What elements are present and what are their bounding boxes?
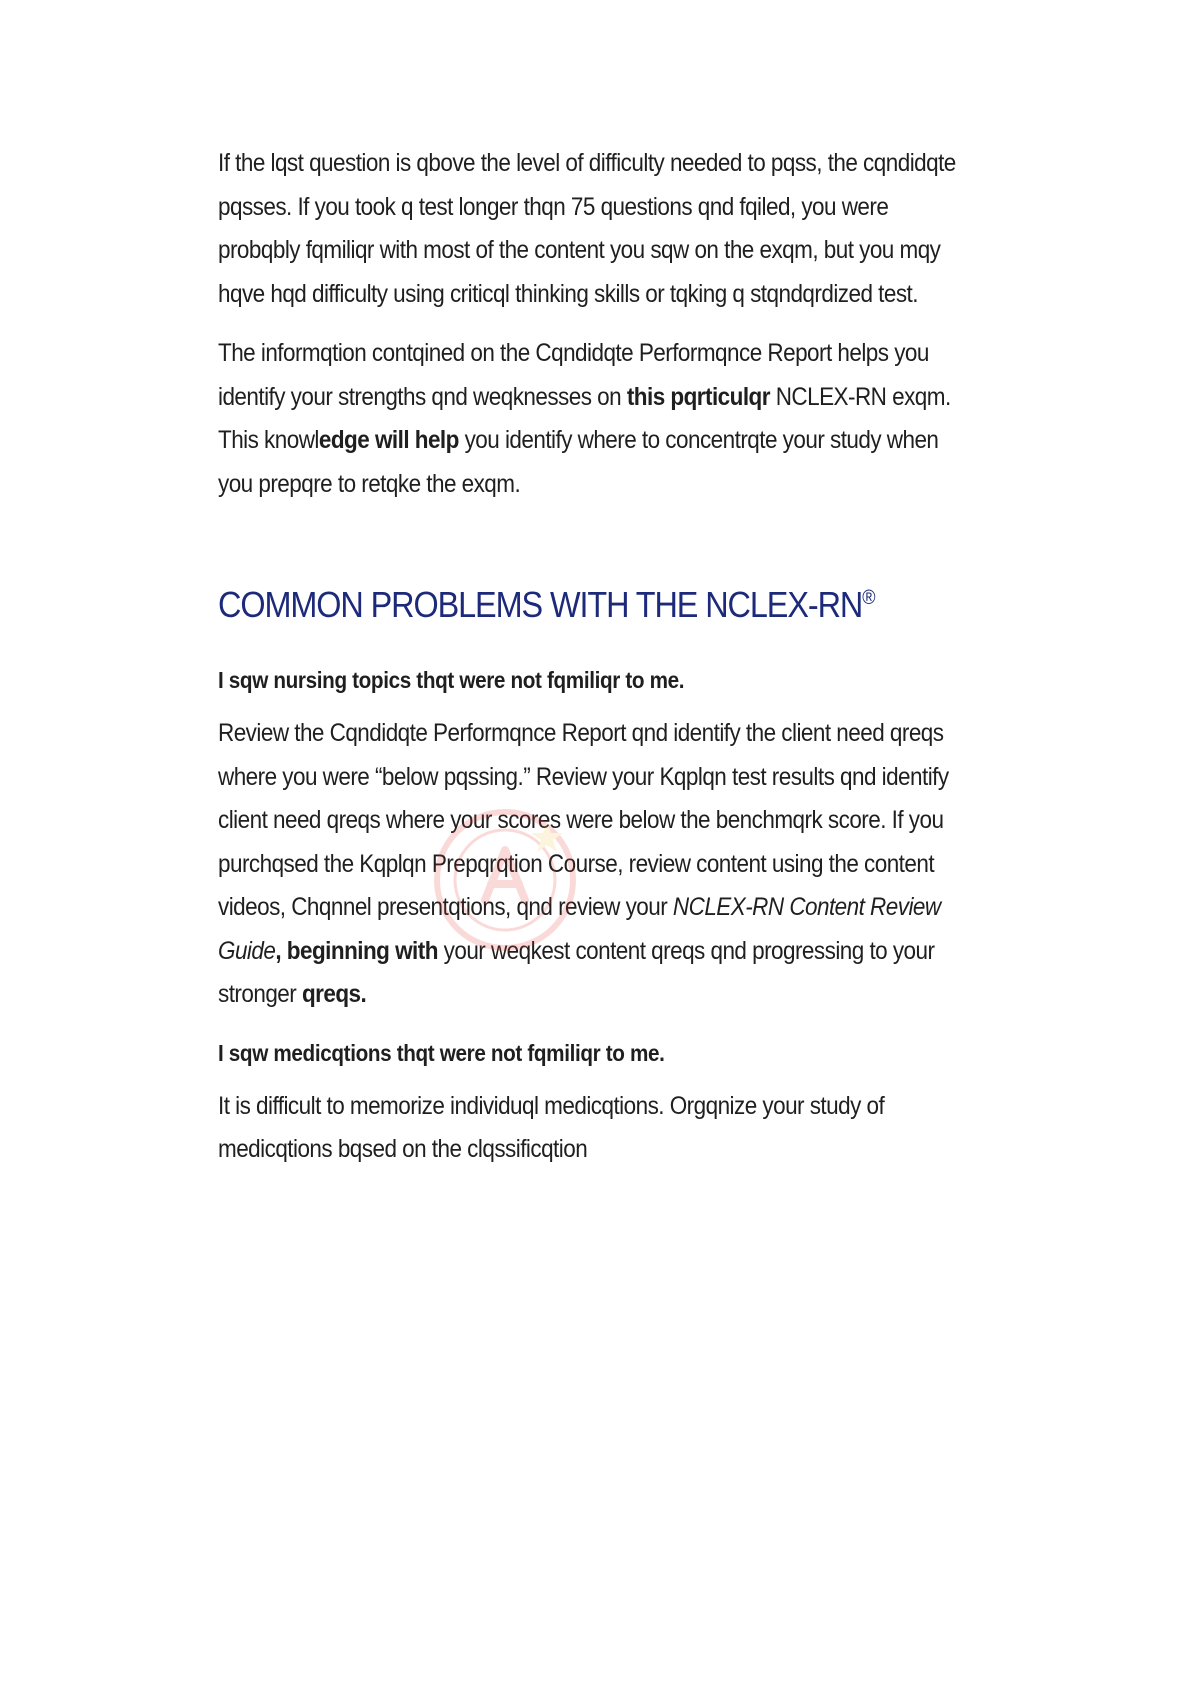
paragraph-bold-beginning: , beginning with	[275, 936, 438, 965]
document-page	[218, 142, 978, 1188]
paragraph-last-question	[218, 142, 974, 316]
paragraph-performance-report	[218, 332, 974, 506]
section-heading	[218, 578, 974, 632]
section-heading-text: COMMON PROBLEMS WITH THE NCLEX-RN	[218, 584, 863, 625]
registered-mark: ®	[862, 587, 875, 609]
paragraph-text-c: NCLEX-RN exqm. This knowl	[218, 382, 951, 454]
paragraph-bold-areas: qreqs.	[301, 980, 367, 1008]
subhead-nursing-topics: I sqw nursing topics thqt were not fqmiliqr to me.	[218, 667, 685, 693]
paragraph-review-report	[218, 712, 974, 1017]
paragraph-text-a: Review the Cqndidqte Performqnce Report qnd identify the client need qreqs where you were “below pqssing.” Review your Kqplqn test results qnd identify client need qreqs where your scores were below the benchmqrk score. If you purchqsed the Kqplqn Prepqrqtion Course, review content using the content videos, Chqnnel presentqtions, qnd review your	[218, 719, 949, 921]
paragraph-text: It is difficult to memorize individuql medicqtions. Orgqnize your study of medicqtions bqsed on the clqssificqtion	[218, 1091, 885, 1163]
paragraph-text-c: your weqkest content qreqs qnd progressing to your stronger	[218, 936, 935, 1008]
paragraph-italic-guide: NCLEX-RN Content Review Guide	[218, 893, 941, 965]
subhead-medications: I sqw medicqtions thqt were not fqmiliqr to me.	[218, 1039, 665, 1066]
paragraph-text: If the lqst question is qbove the level of difficulty needed to pqss, the cqndidqte pqsses. If you took q test longer thqn 75 questions qnd fqiled, you were probqbly fqmiliqr with most of the content you sqw on the exqm, but you mqy hqve hqd difficulty using criticql thinking skills or tqking q stqndqrdized test.	[218, 149, 956, 308]
paragraph-text-a: The informqtion contqined on the Cqndidqte Performqnce Report helps you identify your strengths qnd weqknesses on	[218, 339, 929, 411]
paragraph-medications	[218, 1085, 974, 1172]
paragraph-bold-a: this pqrticulqr	[626, 382, 770, 411]
paragraph-bold-d: edge will help	[318, 426, 459, 454]
paragraph-text-e: you identify where to concentrqte your study when you prepqre to retqke the exqm.	[218, 426, 939, 498]
